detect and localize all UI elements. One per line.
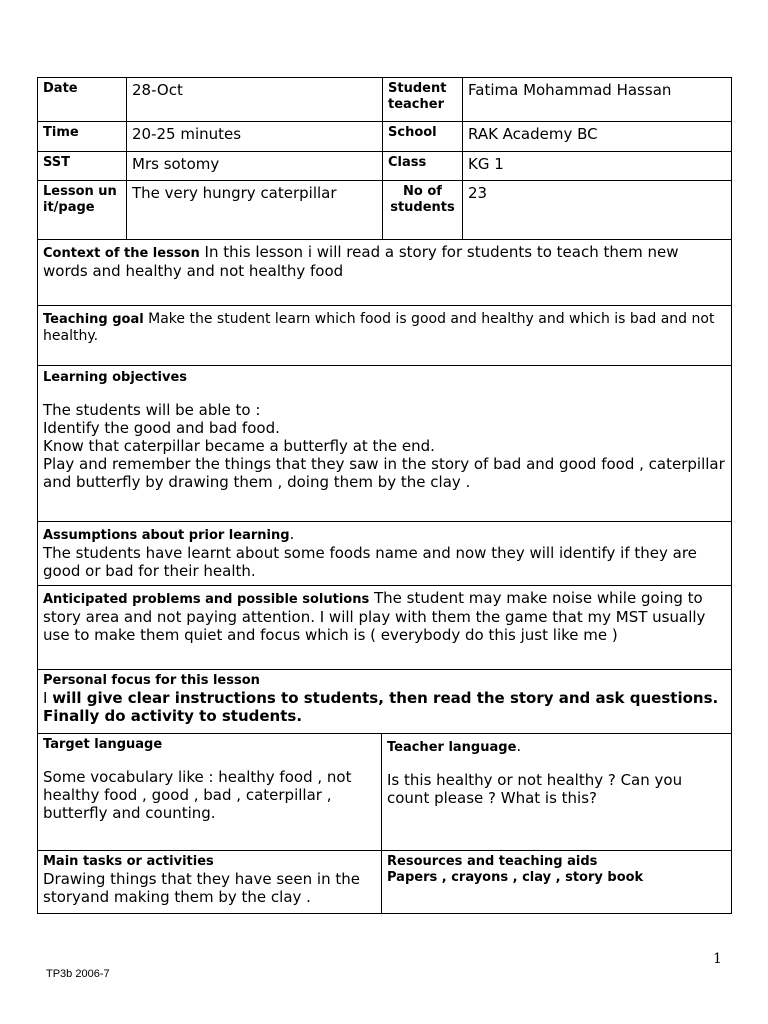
row-personal-focus: [38, 670, 732, 734]
resources-text: Papers , crayons , clay , story book: [387, 870, 644, 885]
target-language-section: [38, 734, 382, 850]
personal-focus-section: [38, 670, 732, 733]
assumptions-label-suffix: .: [289, 525, 295, 543]
school-value: RAK Academy BC: [463, 122, 732, 151]
context-text: In this lesson i will read a story for students to teach them new words and healthy and not healthy food: [43, 243, 679, 280]
assumptions-text: The students have learnt about some foods name and now they will identify if they are good or bad for their health.: [43, 544, 697, 580]
objective-item: Play and remember the things that they saw in the story of bad and good food , caterpillar and butterfly by drawing them , doing them by the clay .: [43, 455, 725, 491]
target-language-label: Target language: [43, 737, 163, 752]
problems-section: [38, 586, 732, 669]
resources-label: Resources and teaching aids: [387, 854, 598, 869]
footer-text: TP3b 2006-7: [46, 968, 110, 980]
personal-focus-label: Personal focus for this lesson: [43, 673, 260, 688]
personal-focus-text: will give clear instructions to students, then read the story and ask questions. Finally do activity to students.: [43, 689, 719, 725]
problems-text: The student may make noise while going to story area and not paying attention. I will play with them the game that my MST usually use to make them quiet and focus which is ( everybody do this just like me ): [43, 589, 706, 644]
date-label: Date: [38, 78, 127, 121]
lesson-unit-label: Lesson unit/page: [38, 181, 127, 239]
row-problems: [38, 586, 732, 670]
row-assumptions: [38, 522, 732, 586]
students-count-label: No of students: [383, 181, 463, 239]
school-label: School: [383, 122, 463, 151]
main-tasks-text: Drawing things that they have seen in the storyand making them by the clay .: [43, 870, 360, 906]
row-language: [38, 734, 732, 851]
row-sst: [38, 152, 732, 181]
class-label: Class: [383, 152, 463, 180]
objectives-label: Learning objectives: [43, 370, 187, 385]
teaching-goal-text: Make the student learn which food is good and healthy and which is bad and not healthy.: [43, 311, 715, 344]
sst-value: Mrs sotomy: [127, 152, 383, 180]
row-objectives: [38, 366, 732, 522]
student-teacher-label: Student teacher: [383, 78, 463, 121]
row-date: [38, 78, 732, 122]
teacher-language-label-suffix: .: [516, 737, 522, 755]
teacher-language-section: [382, 734, 732, 850]
students-count-value: 23: [463, 181, 732, 239]
sst-label: SST: [38, 152, 127, 180]
time-value: 20-25 minutes: [127, 122, 383, 151]
lesson-plan-table: [37, 77, 732, 914]
row-teaching-goal: [38, 306, 732, 366]
lesson-unit-value: The very hungry caterpillar: [127, 181, 383, 239]
context-label: Context of the lesson: [43, 246, 200, 261]
student-teacher-value: Fatima Mohammad Hassan: [463, 78, 732, 121]
main-tasks-section: [38, 851, 382, 913]
objectives-intro: The students will be able to :: [43, 401, 261, 419]
teaching-goal-label: Teaching goal: [43, 312, 144, 327]
context-section: [38, 240, 732, 305]
class-value: KG 1: [463, 152, 732, 180]
teaching-goal-section: [38, 306, 732, 365]
row-time: [38, 122, 732, 152]
problems-label: Anticipated problems and possible solutions: [43, 592, 370, 607]
teacher-language-label: Teacher language: [387, 740, 517, 755]
target-language-text: Some vocabulary like : healthy food , not healthy food , good , bad , caterpillar , butterfly and counting.: [43, 768, 352, 822]
objective-item: Identify the good and bad food.: [43, 419, 280, 437]
date-value: 28-Oct: [127, 78, 383, 121]
objective-item: Know that caterpillar became a butterfly at the end.: [43, 437, 435, 455]
row-context: [38, 240, 732, 306]
resources-section: [382, 851, 732, 913]
time-label: Time: [38, 122, 127, 151]
row-lesson: [38, 181, 732, 240]
assumptions-label: Assumptions about prior learning: [43, 528, 290, 543]
objectives-section: [38, 366, 732, 521]
teacher-language-text: Is this healthy or not healthy ? Can you count please ? What is this?: [387, 771, 683, 807]
assumptions-section: [38, 522, 732, 585]
main-tasks-label: Main tasks or activities: [43, 854, 214, 869]
page-number: 1: [713, 951, 722, 967]
row-tasks: [38, 851, 732, 914]
personal-focus-prefix: I: [43, 689, 53, 707]
